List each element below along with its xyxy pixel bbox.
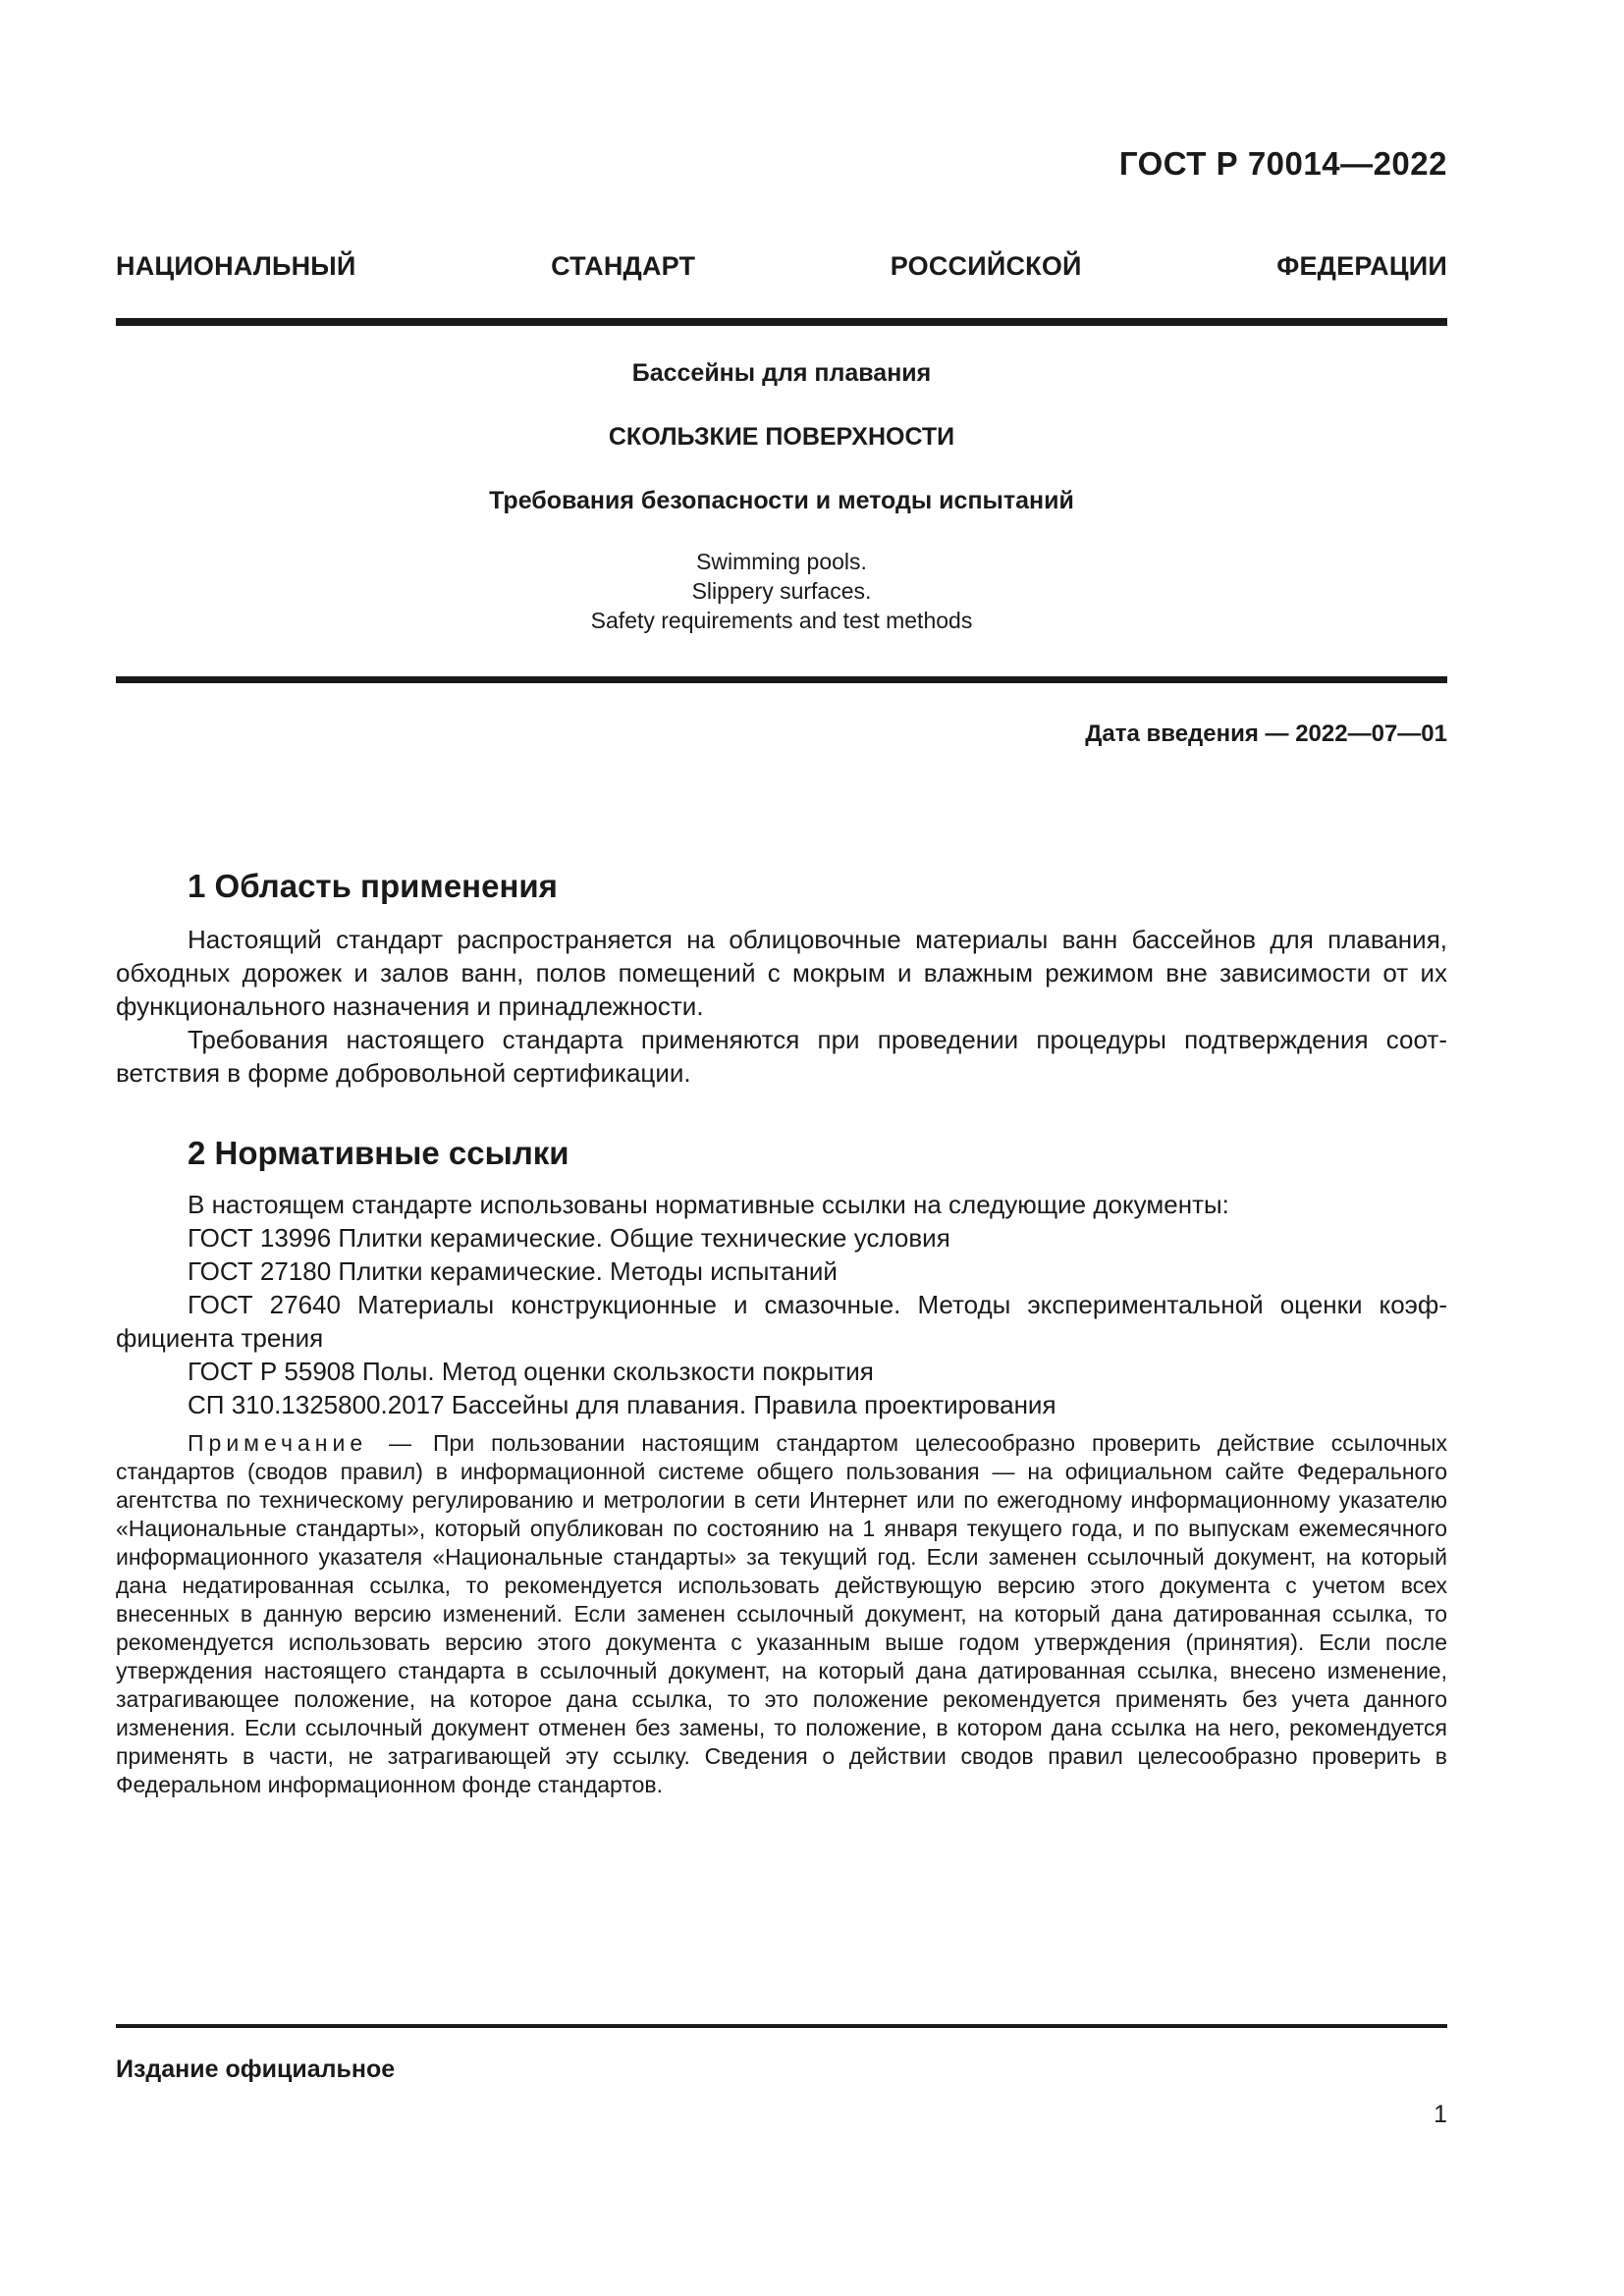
reference-item: СП 310.1325800.2017 Бассейны для плавания. Правила проектирования: [188, 1390, 1056, 1419]
note-label: Примечание —: [188, 1430, 417, 1456]
reference-item: ГОСТ 27640 Материалы конструкционные и смазочные. Методы экспериментальной оценки коэффициента трения: [116, 1290, 1447, 1353]
english-title: [116, 547, 1447, 635]
english-title-line-2: Slippery surfaces.: [691, 578, 872, 604]
official-edition-label: Издание официальное: [116, 2056, 396, 2083]
document-number: ГОСТ Р 70014—2022: [1118, 145, 1447, 182]
title-divider: [116, 676, 1447, 683]
introduction-date: Дата введения — 2022—07—01: [1085, 721, 1447, 747]
reference-item: ГОСТ 13996 Плитки керамические. Общие технические условия: [188, 1223, 950, 1253]
references-note: [116, 1429, 1447, 1799]
reference-item: ГОСТ 27180 Плитки керамические. Методы испытаний: [188, 1256, 838, 1286]
page-number: 1: [1434, 2101, 1447, 2128]
title-line-2: СКОЛЬЗКИЕ ПОВЕРХНОСТИ: [608, 423, 955, 451]
english-title-line-3: Safety requirements and test methods: [590, 608, 973, 633]
english-title-line-1: Swimming pools.: [696, 549, 867, 574]
section-1-heading: 1 Область применения: [188, 868, 558, 904]
section-1-paragraph: Настоящий стандарт распространяется на облицовочные материалы ванн бассейнов для плавания, обходных дорожек и залов ванн, полов помещений с мокрым и влажным режимом вне зависимости от их функционального назначения и принадлежности.: [116, 925, 1447, 1021]
national-standard-header: НАЦИОНАЛЬНЫЙ СТАНДАРТ РОССИЙСКОЙ ФЕДЕРАЦИИ: [116, 251, 1447, 281]
reference-item: ГОСТ Р 55908 Полы. Метод оценки скользкости покрытия: [188, 1357, 874, 1386]
title-line-3: Требования безопасности и методы испытаний: [489, 487, 1074, 514]
footer-divider: [116, 2024, 1447, 2028]
section-2: [116, 1135, 1447, 1799]
note-text: При пользовании настоящим стандартом целесообразно проверить действие ссылочных стандартов (сводов правил) в информационной системе общего пользования — на официальном сайте Федерального агентства по техническому регулированию и метрологии в сети Интернет или по ежегодному информационному указателю «Национальные стандарты», который опубликован по состоянию на 1 января текущего года, и по выпускам ежемесячного информационного указателя «Национальные стандарты» за текущий год. Если заменен ссылочный документ, на который дана недатированная ссылка, то рекомендуется использовать действующую версию этого документа с учетом всех внесенных в данную версию изменений. Если заменен ссылочный документ, на который дана датированная ссылка, то рекомендуется использовать версию этого документа с указанным выше годом утверждения (принятия). Если после утверждения настоящего стандарта в ссылочный документ, на который дана датированная ссылка, внесено изменение, затрагивающее положение, на которое дана ссылка, то это положение рекомендуется применять без учета данного изменения. Если ссылочный документ отменен без замены, то положение, в котором дана ссылка на него, рекомендуется применять в части, не затрагивающей эту ссылку. Сведения о действии сводов правил целесообразно проверить в Федеральном информационном фонде стандартов.: [116, 1430, 1447, 1797]
section-1: [116, 868, 1447, 1090]
references-intro: В настоящем стандарте использованы нормативные ссылки на следующие документы:: [188, 1190, 1229, 1219]
section-1-paragraph: Требования настоящего стандарта применяются при проведении процедуры подтверждения соответствия в форме добровольной сертификации.: [116, 1025, 1447, 1088]
top-divider: [116, 318, 1447, 326]
section-2-heading: 2 Нормативные ссылки: [188, 1135, 569, 1171]
title-line-1: Бассейны для плавания: [631, 359, 932, 387]
